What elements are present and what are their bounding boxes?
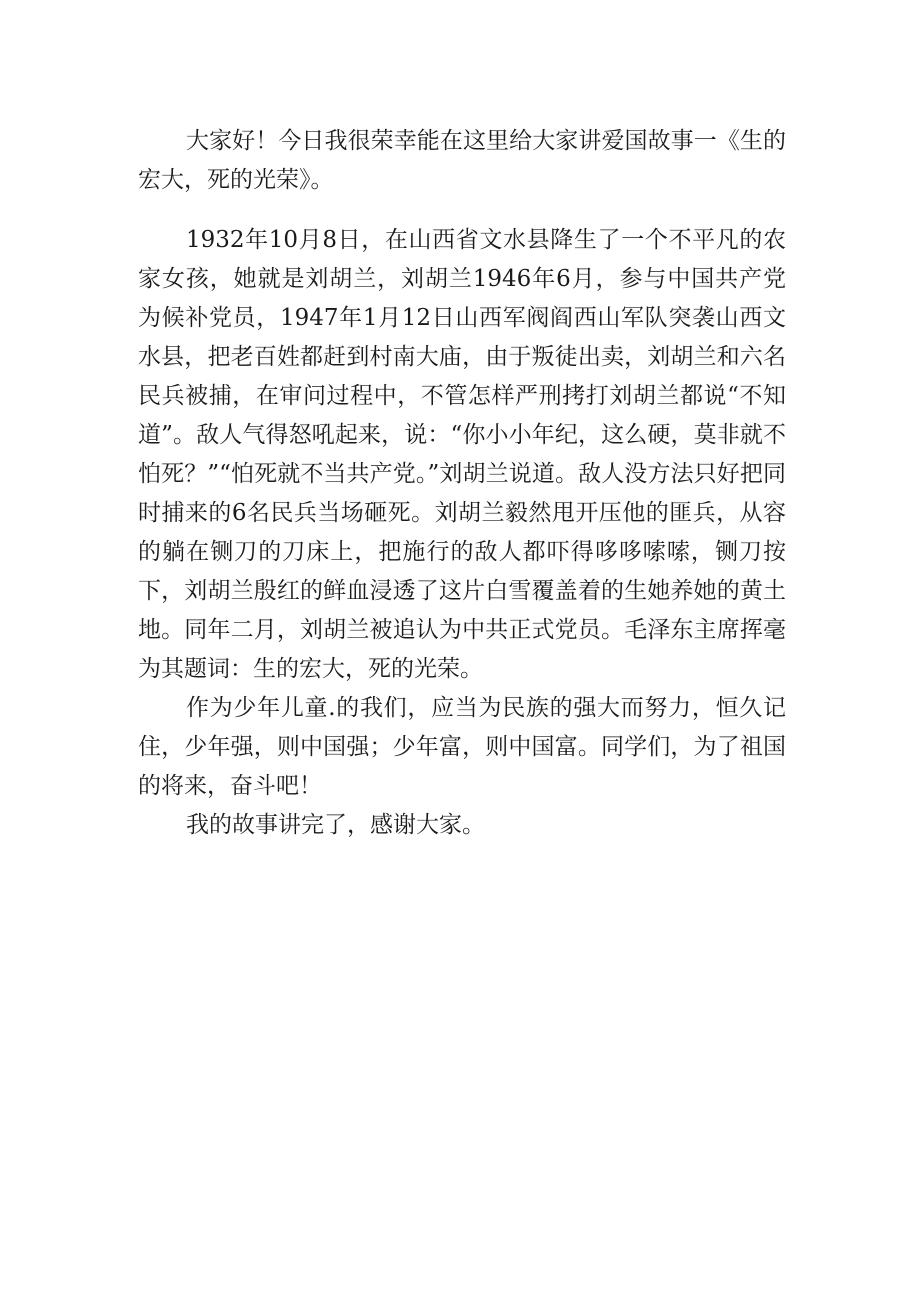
intro-paragraph: 大家好！今日我很荣幸能在这里给大家讲爱国故事一《生的宏大，死的光荣》。 [138, 128, 786, 193]
reflection-paragraph: 作为少年儿童.的我们，应当为民族的强大而努力，恒久记住，少年强，则中国强；少年富，则中国富。同学们，为了祖国的将来，奋斗吧！ [138, 695, 786, 799]
closing-paragraph: 我的故事讲完了，感谢大家。 [186, 812, 485, 838]
document-body [138, 122, 786, 845]
story-paragraph: 1932年10月8日，在山西省文水县降生了一个不平凡的农家女孩，她就是刘胡兰，刘胡兰1946年6月，参与中国共产党为候补党员，1947年1月12日山西军阀阎西山军队突袭山西文水县，把老百姓都赶到村南大庙，由于叛徒出卖，刘胡兰和六名民兵被捕，在审问过程中，不管怎样严刑拷打刘胡兰都说“不知道”。敌人气得怒吼起来，说：“你小小年纪，这么硬，莫非就不怕死？”“怕死就不当共产党。”刘胡兰说道。敌人没方法只好把同时捕来的6名民兵当场砸死。刘胡兰毅然甩开压他的匪兵，从容的躺在铡刀的刀床上，把施行的敌人都吓得哆哆嗦嗦，铡刀按下，刘胡兰殷红的鲜血浸透了这片白雪覆盖着的生她养她的黄土地。同年二月，刘胡兰被追认为中共正式党员。毛泽东主席挥毫为其题词：生的宏大，死的光荣。 [138, 227, 786, 682]
